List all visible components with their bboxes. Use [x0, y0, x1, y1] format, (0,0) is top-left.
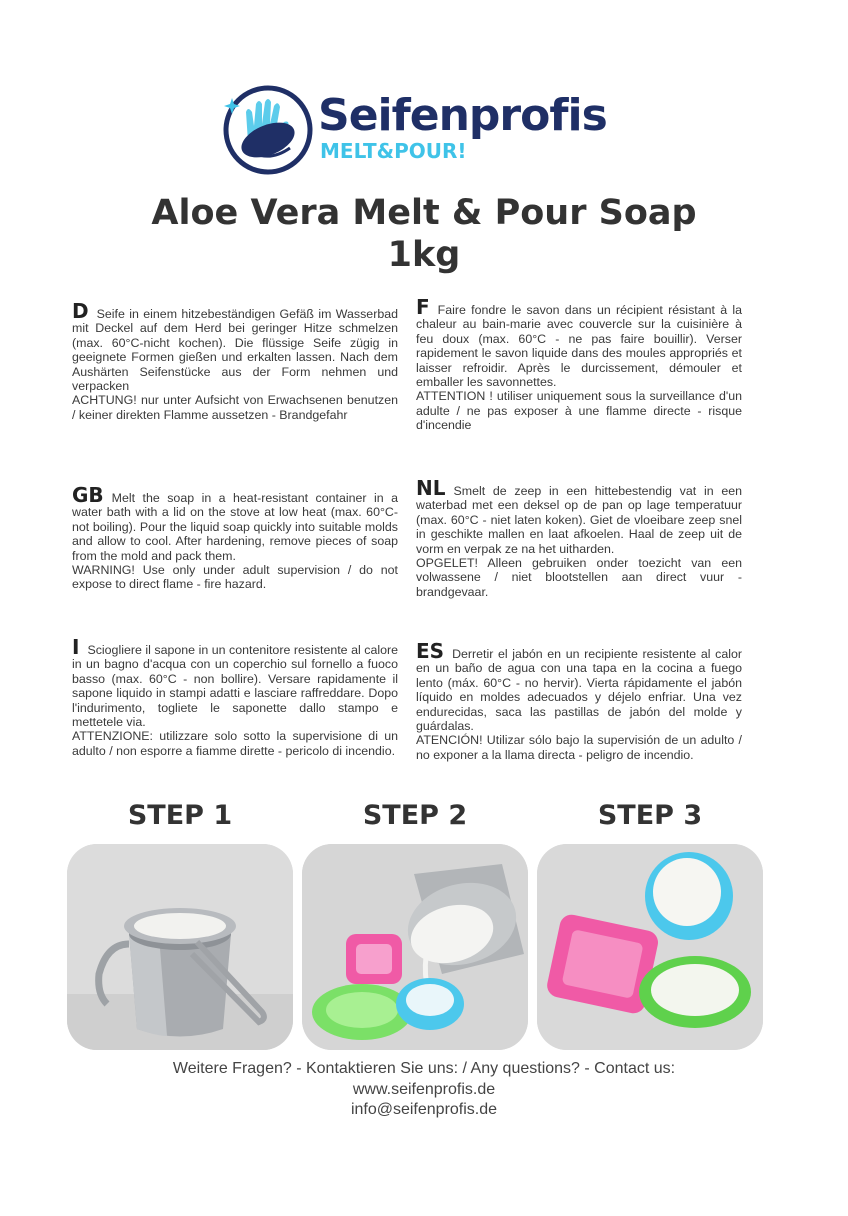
warning-text: WARNING! Use only under adult supervision / do not expose to direct flame - fire hazard.: [72, 563, 398, 592]
title-line-2: 1kg: [387, 235, 461, 275]
step-2-title: STEP 2: [362, 800, 468, 831]
warning-text: ATTENTION ! utiliser uniquement sous la surveillance d'un adulte / ne pas exposer à une flamme directe - risque d'incendie: [416, 389, 742, 433]
language-code: ES: [416, 639, 445, 663]
instruction-text: Smelt de zeep in een hittebestendig vat in een waterbad met een deksel op de pan op lage temperatuur (max. 60°C - niet laten koken). Giet de vloeibare zeep snel in geschikte mallen en laat afkoelen. Haal de zeep uit de vorm en verpak ze na het uitharden.: [416, 484, 742, 556]
brand-tagline: MELT&POUR!: [320, 139, 467, 163]
warning-text: ATENCIÓN! Utilizar sólo bajo la supervisión de un adulto / no exponer a la llama directa - peligro de incendio.: [416, 733, 742, 762]
instruction-text: Seife in einem hitzebeständigen Gefäß im Wasserbad mit Deckel auf dem Herd bei geringer Hitze schmelzen (max. 60°C-nicht kochen). Die flüssige Seife zügig in geeignete Formen gießen und erkalten lassen. Nach dem Aushärten Seifenstücke aus der Form nehmen und verpacken: [72, 307, 398, 394]
step-1-title: STEP 1: [127, 800, 233, 831]
page-title: [0, 192, 848, 276]
finished-soaps-photo: [537, 844, 763, 1050]
warning-text: ATTENZIONE: utilizzare solo sotto la supervisione di un adulto / non esporre a fiamme dirette - pericolo di incendio.: [72, 729, 398, 758]
brand-logo: [218, 82, 618, 178]
hand-soap-logo-icon: [218, 82, 318, 178]
instruction-text: Melt the soap in a heat-resistant container in a water bath with a lid on the stove at low heat (max. 60°C-not boiling). Pour the liquid soap quickly into suitable molds and allow to cool. After hardening, remove pieces of soap from the mold and pack them.: [72, 491, 398, 563]
language-code: GB: [72, 483, 104, 507]
language-code: F: [416, 295, 430, 319]
warning-text: OPGELET! Alleen gebruiken onder toezicht van een volwassene / niet blootstellen aan direct vuur - brandgevaar.: [416, 556, 742, 599]
melting-pot-photo: [67, 844, 293, 1050]
instructions-gb: [72, 483, 398, 592]
instructions-fr: [416, 295, 742, 433]
instruction-text: Faire fondre le savon dans un récipient résistant à la chaleur au bain-marie avec couvercle sur la cuisinière à feu doux (max. 60°C - ne pas faire bouillir). Verser rapidement le savon liquide dans des moules appropriés et laisser refroidir. Après le durcissement, démouler et emballer les savonnettes.: [416, 303, 742, 390]
instructions-de: [72, 299, 398, 422]
language-code: NL: [416, 476, 446, 500]
instructions-nl: [416, 476, 742, 599]
instructions-it: [72, 635, 398, 758]
instruction-text: Sciogliere il sapone in un contenitore resistente al calore in un bagno d'acqua con un coperchio sul fornello a fuoco basso (max. 60°C - non bollire). Versare rapidamente il sapone liquido in stampi adatti e lasciare raffreddare. Dopo l'indurimento, togliete le saponette dallo stampo e mettetele via.: [72, 643, 398, 730]
title-line-1: Aloe Vera Melt & Pour Soap: [151, 193, 697, 233]
step-3-title: STEP 3: [597, 800, 703, 831]
language-code: D: [72, 299, 89, 323]
email-link[interactable]: info@seifenprofis.de: [350, 1101, 498, 1118]
pouring-soap-photo: [302, 844, 528, 1050]
language-code: I: [72, 635, 80, 659]
contact-question: Weitere Fragen? - Kontaktieren Sie uns: / Any questions? - Contact us:: [172, 1060, 676, 1077]
brand-name: Seifenprofis: [318, 90, 607, 141]
instructions-es: [416, 639, 742, 762]
website-link[interactable]: www.seifenprofis.de: [352, 1081, 496, 1098]
instruction-text: Derretir el jabón en un recipiente resistente al calor en un baño de agua con una tapa en la cocina a fuego lento (máx. 60°C - no hervir). Vierta rápidamente el jabón líquido en moldes adecuados y déjelo enfriar. Una vez endurecidas, saca las pastillas de jabón del molde y guárdalas.: [416, 647, 742, 734]
warning-text: ACHTUNG! nur unter Aufsicht von Erwachsenen benutzen / keiner direkten Flamme aussetzen - Brandgefahr: [72, 393, 398, 422]
